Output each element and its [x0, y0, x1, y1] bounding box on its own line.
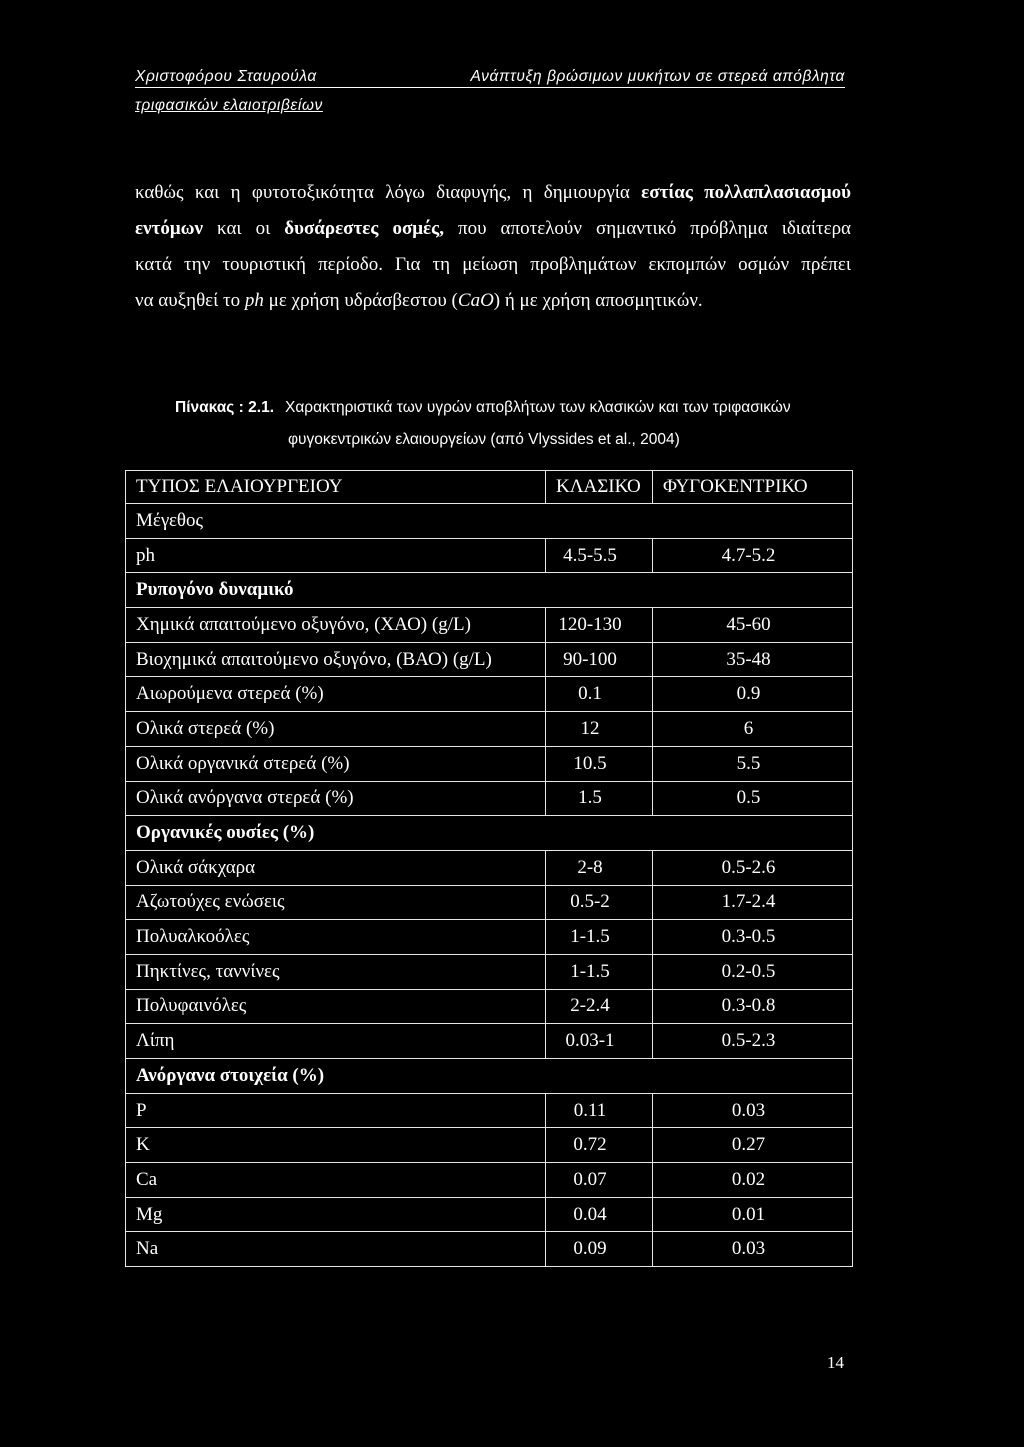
paragraph-line — [135, 247, 851, 283]
table-row — [126, 746, 853, 781]
centrifugal-value: 0.01 — [653, 1197, 853, 1232]
table-caption-line1: Χαρακτηριστικά των υγρών αποβλήτων των κλασικών και των τριφασικών — [285, 399, 791, 416]
text-run: και οι — [203, 218, 285, 239]
row-label: K — [126, 1128, 546, 1163]
row-label: Αιωρούμενα στερεά (%) — [126, 677, 546, 712]
table-row — [126, 1128, 853, 1163]
header-title-line1: Ανάπτυξη βρώσιμων μυκήτων σε στερεά απόβλητα — [470, 68, 845, 85]
row-label: Ca — [126, 1163, 546, 1198]
text-run: με χρήση υδράσβεστου ( — [263, 290, 458, 311]
column-header-type: ΤΥΠΟΣ ΕΛΑΙΟΥΡΓΕΙΟΥ — [126, 471, 546, 504]
centrifugal-value: 0.27 — [653, 1128, 853, 1163]
section-label: Ρυπογόνο δυναμικό — [126, 573, 853, 608]
italic-text-run: ph — [244, 290, 264, 311]
table-row — [126, 1197, 853, 1232]
centrifugal-value: 35-48 — [653, 642, 853, 677]
classic-value: 90-100 — [546, 642, 653, 677]
row-label: Λίπη — [126, 1024, 546, 1059]
text-run: καθώς και η φυτοτοξικότητα λόγω διαφυγής, η δημιουργία — [135, 182, 642, 203]
running-header — [135, 66, 845, 88]
row-label: Χημικά απαιτούμενο οξυγόνο, (ΧΑΟ) (g/L) — [126, 608, 546, 643]
classic-value: 2-8 — [546, 850, 653, 885]
centrifugal-value: 5.5 — [653, 746, 853, 781]
table-row — [126, 1024, 853, 1059]
column-header-classic: ΚΛΑΣΙΚΟ — [546, 471, 653, 504]
table-row — [126, 781, 853, 816]
table-caption-label: Πίνακας : 2.1. — [175, 399, 274, 416]
centrifugal-value: 0.03 — [653, 1232, 853, 1267]
classic-value: 120-130 — [546, 608, 653, 643]
table-caption-line2: φυγοκεντρικών ελαιουργείων (από Vlyssides et al., 2004) — [288, 431, 680, 448]
table-row — [126, 954, 853, 989]
row-label: Βιοχημικά απαιτούμενο οξυγόνο, (ΒΑΟ) (g/L) — [126, 642, 546, 677]
table-row — [126, 1163, 853, 1198]
centrifugal-value: 0.9 — [653, 677, 853, 712]
section-label: Οργανικές ουσίες (%) — [126, 816, 853, 851]
table-row — [126, 920, 853, 955]
classic-value: 1-1.5 — [546, 920, 653, 955]
centrifugal-value: 0.3-0.5 — [653, 920, 853, 955]
centrifugal-value: 0.3-0.8 — [653, 989, 853, 1024]
classic-value: 4.5-5.5 — [546, 538, 653, 573]
table-row — [126, 885, 853, 920]
body-paragraph — [135, 175, 851, 319]
paragraph-line — [135, 283, 851, 319]
classic-value: 10.5 — [546, 746, 653, 781]
bold-text-run: εστίας πολλαπλασιασμού — [641, 182, 851, 203]
centrifugal-value: 4.7-5.2 — [653, 538, 853, 573]
section-label: Ανόργανα στοιχεία (%) — [126, 1059, 853, 1094]
bold-text-run: δυσάρεστες οσμές, — [284, 218, 444, 239]
italic-text-run: CaO — [457, 290, 494, 311]
classic-value: 12 — [546, 712, 653, 747]
table-row — [126, 538, 853, 573]
table-row — [126, 608, 853, 643]
classic-value: 0.04 — [546, 1197, 653, 1232]
table-section-row — [126, 1059, 853, 1094]
table-row — [126, 677, 853, 712]
table-section-row — [126, 573, 853, 608]
text-run: κατά την τουριστική περίοδο. Για τη μείωση προβλημάτων εκπομπών οσμών πρέπει — [135, 254, 851, 275]
table-row — [126, 1232, 853, 1267]
row-label: Ολικά στερεά (%) — [126, 712, 546, 747]
bold-text-run: εντόμων — [135, 218, 204, 239]
header-author: Χριστοφόρου Σταυρούλα — [135, 68, 317, 85]
classic-value: 0.07 — [546, 1163, 653, 1198]
paragraph-line — [135, 211, 851, 247]
page-number: 14 — [827, 1353, 844, 1372]
classic-value: 1-1.5 — [546, 954, 653, 989]
centrifugal-value: 0.2-0.5 — [653, 954, 853, 989]
text-run: να αυξηθεί το — [135, 290, 245, 311]
classic-value: 0.03-1 — [546, 1024, 653, 1059]
classic-value: 0.09 — [546, 1232, 653, 1267]
paragraph-line — [135, 175, 851, 211]
section-label: Μέγεθος — [126, 504, 853, 539]
row-label: Πηκτίνες, ταννίνες — [126, 954, 546, 989]
row-label: P — [126, 1093, 546, 1128]
classic-value: 0.1 — [546, 677, 653, 712]
row-label: Πολυαλκοόλες — [126, 920, 546, 955]
centrifugal-value: 0.03 — [653, 1093, 853, 1128]
table-row — [126, 989, 853, 1024]
text-run: ) ή με χρήση αποσμητικών. — [493, 290, 703, 311]
wastewater-characteristics-table — [125, 470, 853, 1267]
table-row — [126, 712, 853, 747]
centrifugal-value: 0.02 — [653, 1163, 853, 1198]
row-label: Ολικά οργανικά στερεά (%) — [126, 746, 546, 781]
row-label: Αζωτούχες ενώσεις — [126, 885, 546, 920]
table-header-row — [126, 471, 853, 504]
table-section-row — [126, 504, 853, 539]
classic-value: 0.11 — [546, 1093, 653, 1128]
classic-value: 1.5 — [546, 781, 653, 816]
row-label: Ολικά ανόργανα στερεά (%) — [126, 781, 546, 816]
centrifugal-value: 45-60 — [653, 608, 853, 643]
centrifugal-value: 6 — [653, 712, 853, 747]
row-label: Na — [126, 1232, 546, 1267]
row-label: Ολικά σάκχαρα — [126, 850, 546, 885]
centrifugal-value: 0.5-2.6 — [653, 850, 853, 885]
classic-value: 0.72 — [546, 1128, 653, 1163]
table-section-row — [126, 816, 853, 851]
header-title-line2: τριφασικών ελαιοτριβείων — [135, 97, 323, 114]
classic-value: 2-2.4 — [546, 989, 653, 1024]
classic-value: 0.5-2 — [546, 885, 653, 920]
table-row — [126, 1093, 853, 1128]
table-row — [126, 642, 853, 677]
row-label: Mg — [126, 1197, 546, 1232]
row-label: Πολυφαινόλες — [126, 989, 546, 1024]
row-label: ph — [126, 538, 546, 573]
column-header-centrifugal: ΦΥΓΟΚΕΝΤΡΙΚΟ — [653, 471, 853, 504]
table-row — [126, 850, 853, 885]
text-run: που αποτελούν σημαντικό πρόβλημα ιδιαίτερα — [443, 218, 852, 239]
centrifugal-value: 0.5-2.3 — [653, 1024, 853, 1059]
centrifugal-value: 1.7-2.4 — [653, 885, 853, 920]
centrifugal-value: 0.5 — [653, 781, 853, 816]
